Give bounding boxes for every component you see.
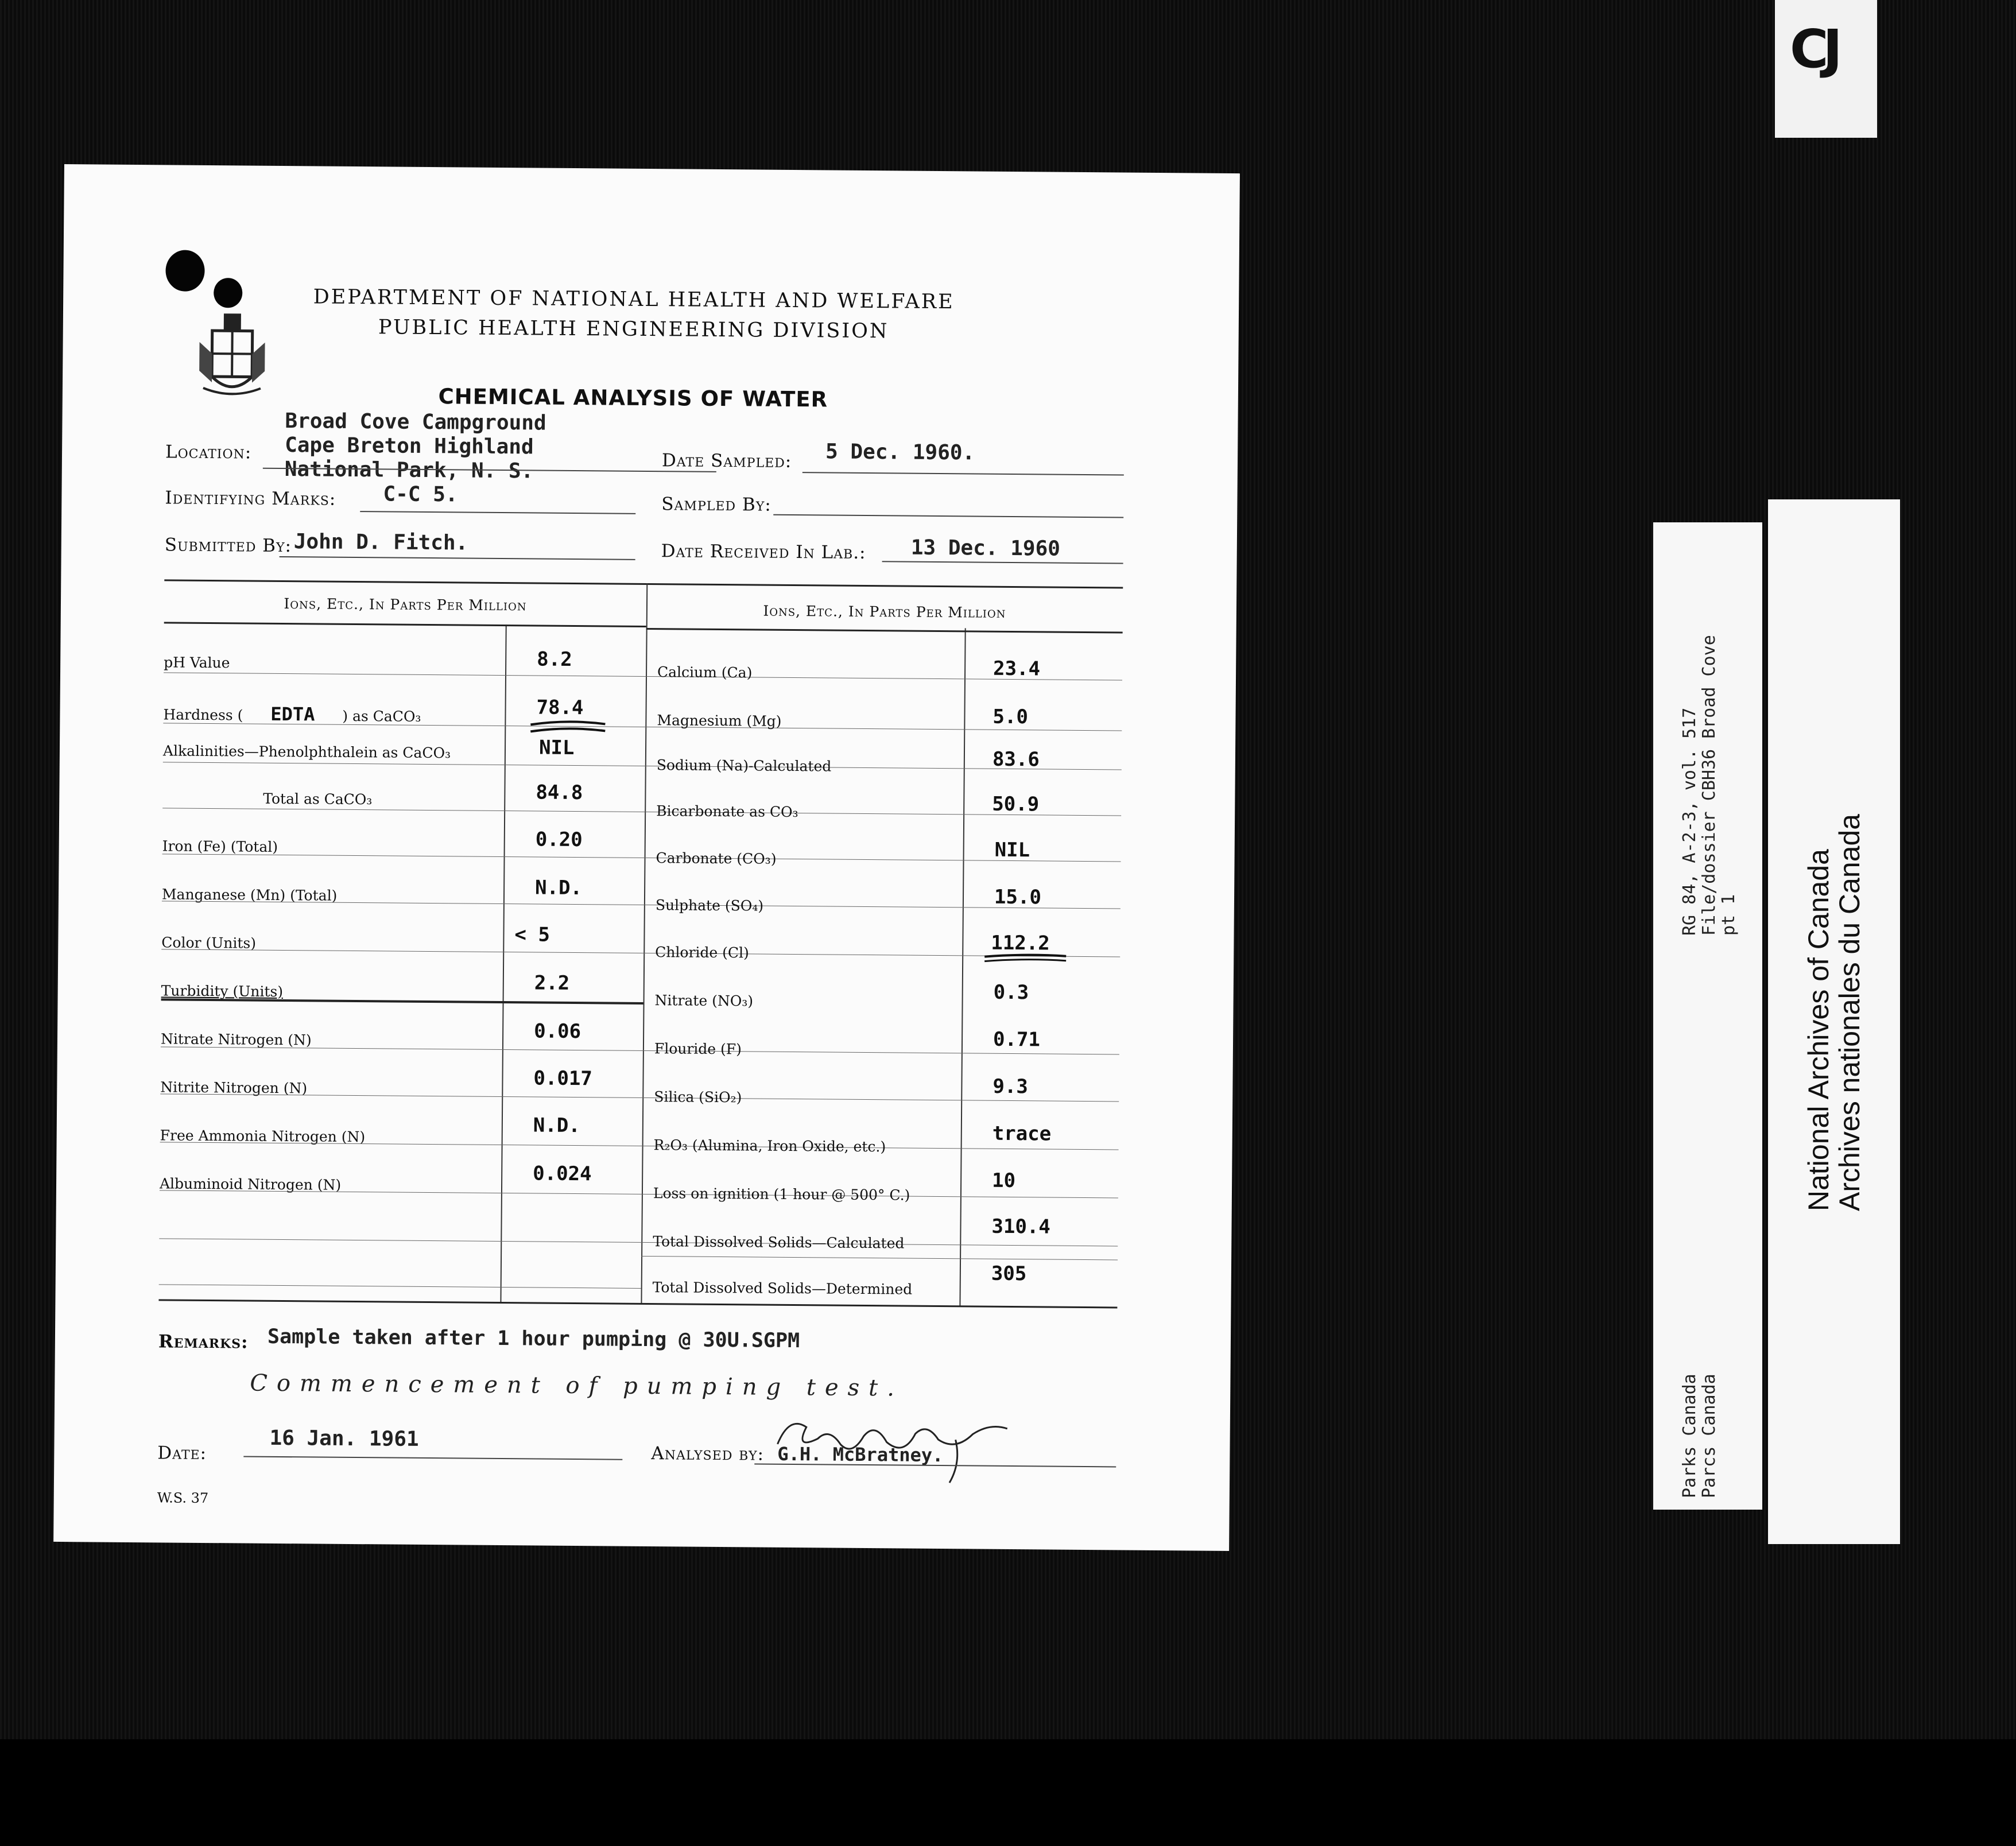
bicarbonate-label: Bicarbonate as CO₃: [656, 802, 798, 821]
analysed-by-label: Analysed by:: [651, 1443, 765, 1465]
identifying-marks-label: Identifying Marks:: [165, 487, 336, 510]
row-rule: [641, 1256, 1118, 1261]
iron-value: 0.20: [535, 828, 583, 852]
chloride-value: 112.2: [991, 931, 1050, 955]
date-sampled-label: Date Sampled:: [661, 450, 792, 472]
ph-label: pH Value: [164, 654, 230, 672]
magnesium-value: 5.0: [993, 705, 1029, 729]
flouride-value: 0.71: [993, 1027, 1041, 1052]
submitted-by-value: John D. Fitch.: [293, 530, 468, 555]
alkalinity-total-value: 84.8: [536, 781, 583, 805]
row-rule: [163, 762, 1122, 770]
national-archives-fr: Archives nationales du Canada: [1833, 813, 1866, 1211]
bicarbonate-value: 50.9: [992, 792, 1040, 816]
date-label: Date:: [157, 1442, 207, 1464]
sodium-value: 83.6: [992, 747, 1040, 771]
ph-value: 8.2: [537, 647, 572, 671]
hardness-label-start: Hardness (: [163, 706, 243, 724]
national-archives-label: [1768, 499, 1900, 1544]
silica-value: 9.3: [993, 1075, 1029, 1099]
left-value-divider: [500, 625, 506, 1302]
row-rule: [161, 1046, 1119, 1054]
free-ammonia-nitrogen-label: Free Ammonia Nitrogen (N): [160, 1127, 366, 1146]
manganese-value: N.D.: [534, 876, 583, 900]
date-received-line: [882, 561, 1123, 564]
color-label: Color (Units): [161, 934, 257, 952]
analyst-name: G.H. McBratney.: [777, 1442, 944, 1467]
left-header-rule: [164, 622, 646, 627]
row-rule: [163, 723, 1122, 731]
location-line-3: National Park, N. S.: [284, 457, 534, 483]
nitrate-value: 0.3: [993, 980, 1029, 1005]
parks-canada-en: Parks Canada: [1680, 1374, 1700, 1498]
underline-mark-icon: [982, 952, 1068, 964]
alkalinity-total-label: Total as CaCO₃: [263, 790, 373, 808]
albuminoid-nitrogen-label: Albuminoid Nitrogen (N): [159, 1175, 342, 1193]
r2o3-label: R₂O₃ (Alumina, Iron Oxide, etc.): [653, 1137, 886, 1155]
corner-tab: [1775, 0, 1877, 138]
hardness-method: EDTA: [270, 703, 315, 726]
tds-calculated-value: 310.4: [991, 1215, 1051, 1239]
iron-label: Iron (Fe) (Total): [162, 837, 278, 855]
identifying-marks-value: C-C 5.: [383, 482, 458, 507]
row-rule: [161, 949, 1120, 957]
archive-reference-label: [1653, 522, 1762, 1510]
albuminoid-nitrogen-value: 0.024: [533, 1162, 592, 1186]
flouride-label: Flouride (F): [654, 1040, 742, 1058]
tds-determined-label: Total Dissolved Solids—Determined: [652, 1279, 913, 1298]
water-analysis-form: [53, 164, 1240, 1551]
row-rule: [160, 1190, 1118, 1198]
row-rule: [159, 1284, 641, 1289]
right-value-divider: [959, 628, 966, 1306]
date-received-value: 13 Dec. 1960: [910, 536, 1061, 561]
silica-label: Silica (SiO₂): [654, 1088, 742, 1106]
r2o3-value: trace: [992, 1122, 1052, 1146]
left-column-header: Ions, Etc., In Parts Per Million: [284, 595, 527, 614]
remarks-text: Sample taken after 1 hour pumping @ 30U.SGPM: [267, 1325, 800, 1353]
submitted-by-label: Submitted By:: [164, 534, 292, 557]
underline-mark-icon: [528, 720, 608, 735]
row-rule: [162, 854, 1121, 862]
sodium-label: Sodium (Na)-Calculated: [656, 757, 832, 775]
manganese-label: Manganese (Mn) (Total): [161, 886, 338, 904]
alkalinity-phenolphthalein-label: Alkalinities—Phenolphthalein as CaCO₃: [162, 742, 451, 762]
nitrate-nitrogen-value: 0.06: [534, 1019, 581, 1044]
identifying-marks-line: [360, 511, 635, 514]
color-value: < 5: [514, 923, 550, 947]
nitrate-nitrogen-label: Nitrate Nitrogen (N): [160, 1030, 312, 1049]
date-line: [243, 1456, 622, 1460]
sulphate-value: 15.0: [994, 885, 1042, 909]
location-line-2: Cape Breton Highland: [285, 433, 534, 459]
sampled-by-label: Sampled By:: [661, 494, 771, 515]
hardness-value: 78.4: [536, 696, 584, 720]
row-rule: [159, 1238, 1118, 1246]
date-value: 16 Jan. 1961: [269, 1426, 419, 1451]
location-line-1: Broad Cove Campground: [285, 409, 546, 435]
magnesium-label: Magnesium (Mg): [657, 712, 782, 730]
archive-reference-line-1: RG 84, A-2-3, vol. 517: [1680, 707, 1700, 936]
sulphate-label: Sulphate (SO₄): [655, 897, 764, 914]
row-rule: [162, 901, 1121, 909]
row-rule: [160, 1093, 1119, 1102]
table-top-rule: [164, 579, 1123, 588]
remarks-label: Remarks:: [158, 1331, 249, 1353]
turbidity-label: Turbidity (Units): [161, 982, 284, 1000]
division-heading: PUBLIC HEALTH ENGINEERING DIVISION: [378, 316, 889, 343]
date-received-label: Date Received In Lab.:: [661, 541, 866, 563]
date-sampled-line: [802, 472, 1124, 475]
parks-canada-fr: Parcs Canada: [1699, 1374, 1719, 1498]
nitrite-nitrogen-label: Nitrite Nitrogen (N): [160, 1079, 308, 1097]
archive-reference-line-2: File/dossier CBH36 Broad Cove: [1699, 635, 1719, 936]
bottom-border: [0, 1739, 2016, 1846]
chloride-label: Chloride (Cl): [655, 944, 749, 961]
nitrite-nitrogen-value: 0.017: [533, 1067, 593, 1091]
free-ammonia-nitrogen-value: N.D.: [533, 1114, 580, 1138]
row-rule: [164, 672, 1122, 680]
national-archives-en: National Archives of Canada: [1802, 849, 1835, 1211]
table-center-divider: [641, 583, 648, 1304]
sampled-by-line: [773, 514, 1123, 518]
tds-determined-value: 305: [991, 1262, 1027, 1286]
form-title: CHEMICAL ANALYSIS OF WATER: [438, 384, 828, 412]
calcium-value: 23.4: [993, 657, 1041, 681]
table-bottom-rule: [158, 1299, 1117, 1308]
right-column-header: Ions, Etc., In Parts Per Million: [763, 602, 1006, 621]
archive-reference-line-3: pt 1: [1719, 894, 1739, 936]
row-rule: [160, 1142, 1119, 1150]
corner-mark-text: CJ: [1790, 18, 1837, 80]
row-rule: [162, 808, 1121, 816]
loss-on-ignition-value: 10: [991, 1169, 1016, 1193]
nitrogen-section-rule: [161, 998, 643, 1005]
location-label: Location:: [165, 441, 252, 463]
nitrate-label: Nitrate (NO₃): [654, 992, 754, 1010]
tds-calculated-label: Total Dissolved Solids—Calculated: [653, 1233, 905, 1252]
carbonate-label: Carbonate (CO₃): [656, 850, 777, 867]
calcium-label: Calcium (Ca): [657, 664, 753, 681]
date-sampled-value: 5 Dec. 1960.: [825, 440, 975, 465]
alkalinity-phenolphthalein-value: NIL: [538, 736, 575, 760]
turbidity-value: 2.2: [534, 971, 570, 995]
form-number: W.S. 37: [157, 1490, 209, 1507]
carbonate-value: NIL: [994, 838, 1030, 862]
hardness-label: [163, 702, 421, 726]
remarks-handwritten-note: Commencement of pumping test.: [250, 1370, 904, 1402]
submitted-by-line: [280, 556, 635, 560]
loss-on-ignition-label: Loss on ignition (1 hour @ 500° C.): [653, 1185, 910, 1204]
analyst-signature: [766, 1404, 1019, 1486]
hardness-label-end: ) as CaCO₃: [342, 707, 421, 725]
right-header-rule: [646, 628, 1123, 634]
department-heading: DEPARTMENT OF NATIONAL HEALTH AND WELFARE: [313, 285, 955, 314]
